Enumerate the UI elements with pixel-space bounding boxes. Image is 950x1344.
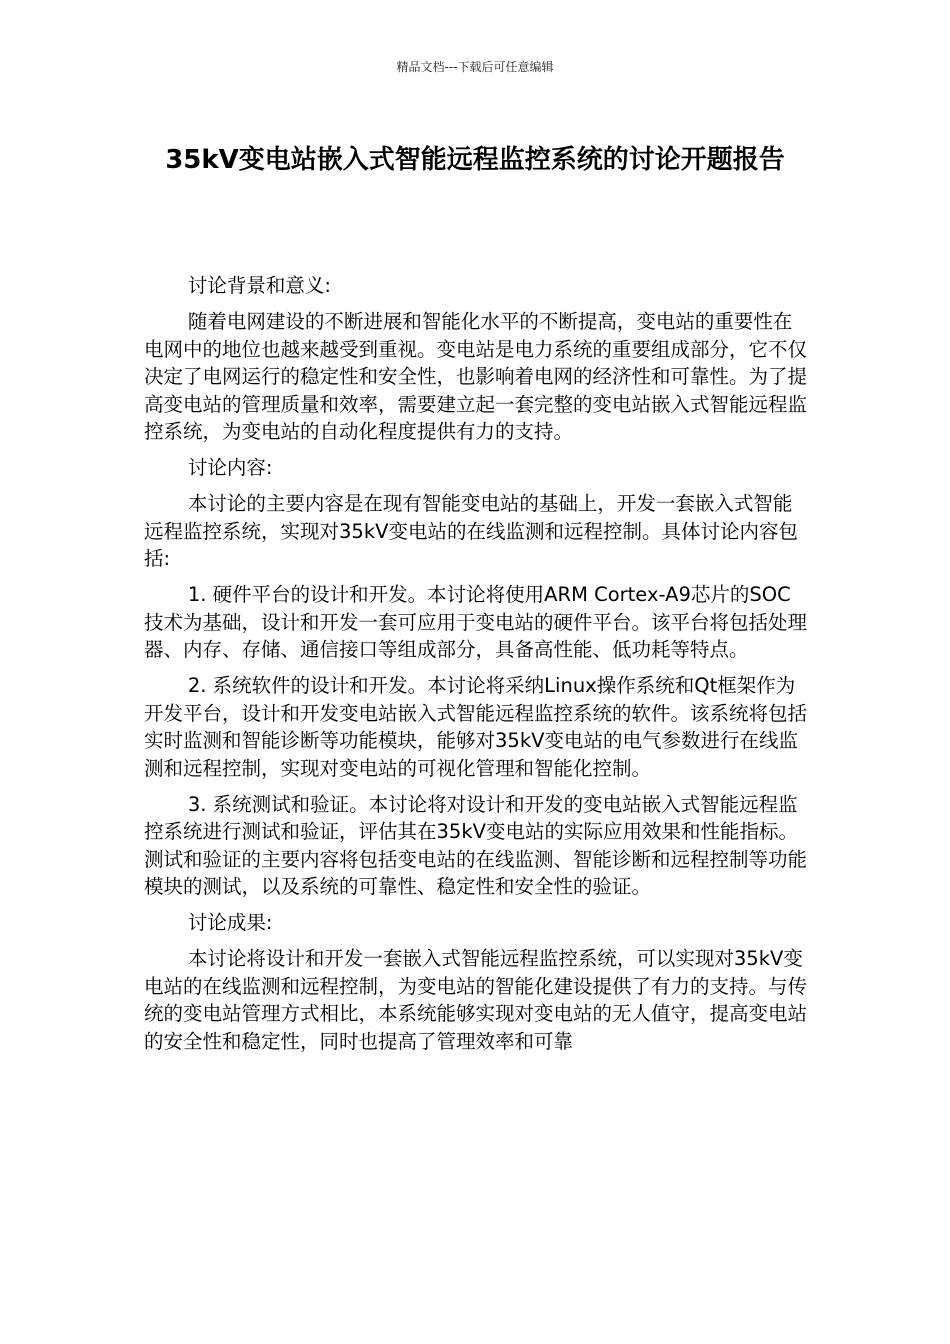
content-item-testing: 3. 系统测试和验证。本讨论将对设计和开发的变电站嵌入式智能远程监控系统进行测试和验证，评估其在35kV变电站的实际应用效果和性能指标。测试和验证的主要内容将包括变电站的在线监测、智能诊断和远程控制等功能模块的测试，以及系统的可靠性、稳定性和安全性的验证。 xyxy=(144,792,808,898)
content-item-hardware: 1. 硬件平台的设计和开发。本讨论将使用ARM Cortex-A9芯片的SOC技术为基础，设计和开发一套可应用于变电站的硬件平台。该平台将包括处理器、内存、存储、通信接口等组成部分，具备高性能、低功耗等特点。 xyxy=(144,583,808,661)
document-title: 35kV变电站嵌入式智能远程监控系统的讨论开题报告 xyxy=(165,145,785,175)
header-note: 精品文档---下载后可任意编辑 xyxy=(396,60,554,74)
content-item-software: 2. 系统软件的设计和开发。本讨论将采纳Linux操作系统和Qt框架作为开发平台，设计和开发变电站嵌入式智能远程监控系统的软件。该系统将包括实时监测和智能诊断等功能模块，能够对35kV变电站的电气参数进行在线监测和远程控制，实现对变电站的可视化管理和智能化控制。 xyxy=(144,674,808,780)
results-paragraph: 本讨论将设计和开发一套嵌入式智能远程监控系统，可以实现对35kV变电站的在线监测和远程控制，为变电站的智能化建设提供了有力的支持。与传统的变电站管理方式相比，本系统能够实现对变电站的无人值守，提高变电站的安全性和稳定性，同时也提高了管理效率和可靠 xyxy=(144,947,808,1053)
content-intro-paragraph: 本讨论的主要内容是在现有智能变电站的基础上，开发一套嵌入式智能远程监控系统，实现对35kV变电站的在线监测和远程控制。具体讨论内容包括: xyxy=(144,492,798,570)
results-heading: 讨论成果: xyxy=(187,911,273,934)
document-body xyxy=(144,272,810,1064)
content-heading: 讨论内容: xyxy=(187,456,273,479)
background-paragraph: 随着电网建设的不断进展和智能化水平的不断提高，变电站的重要性在电网中的地位也越来越受到重视。变电站是电力系统的重要组成部分，它不仅决定了电网运行的稳定性和安全性，也影响着电网的经济性和可靠性。为了提高变电站的管理质量和效率，需要建立起一套完整的变电站嵌入式智能远程监控系统，为变电站的自动化程度提供有力的支持。 xyxy=(144,310,808,443)
background-heading: 讨论背景和意义: xyxy=(187,274,331,297)
